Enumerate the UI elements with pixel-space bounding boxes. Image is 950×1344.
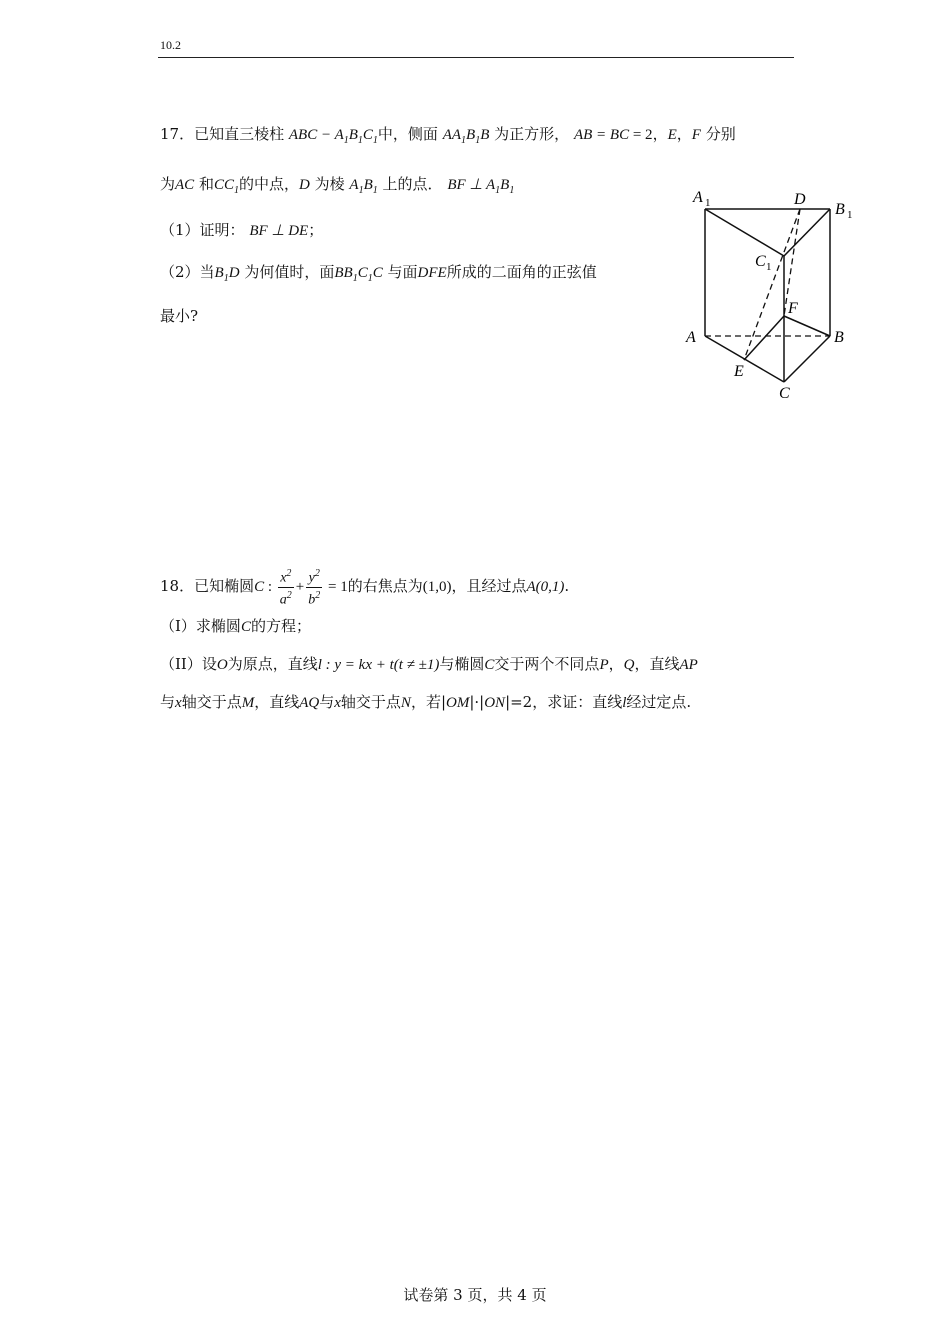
q17-AC: AC [175,177,195,193]
q18-part2-t5: ，直线 [634,655,680,673]
q18-l2-t1: 与 [160,693,176,711]
q18-text1: 已知椭圆 [194,577,255,596]
q18-colon: : [264,579,276,596]
q18-part2-t4: ， [608,655,624,673]
q18-N: N [400,695,411,711]
q17-l2-text6: 上的点． [382,175,443,193]
q18-ellipse-C: C [254,579,265,596]
q18-l2-t4: 与 [319,693,335,711]
q17-part1-expr: BF ⊥ DE [249,223,309,239]
q18-l2-t9: 经过定点. [626,693,692,711]
label-B1-sub: 1 [847,209,853,221]
label-C1: C [755,253,766,270]
page-footer: 试卷第 3 页，共 4 页 [403,1286,547,1304]
q17-E: E [667,127,677,143]
q17-perp-expr: BF ⊥ $A_1B_1$ [447,177,515,196]
q17-text4: ， [652,125,668,143]
q18-l2-t2: 轴交于点 [181,693,242,711]
q17-CC1: $CC_1$ [213,177,239,196]
q17-B1D: $B_1D$ [214,265,240,284]
q17-part2-end: 最小? [160,307,199,325]
header-rule [158,57,794,58]
q17-A1B1: $A_1B_1$ [349,177,378,196]
q17-face-expr: $AA_1B_1B$ [442,127,490,146]
q18-number: 18． [160,577,195,596]
q18-l: l [622,695,627,711]
q18-part2 [160,654,698,675]
q17-part2-text2: 与面 [387,263,418,281]
q18-part1-C: C [240,619,251,635]
q18-l2-t5: 轴交于点 [340,693,401,711]
q18-part2-t3: 交于两个不同点 [494,655,600,673]
q17-D: D [299,177,310,193]
q18-pointA: A(0,1) [526,579,565,596]
q18-focus: (1,0) [422,579,452,596]
header-code: 10.2 [160,38,181,52]
q18-Q: Q [623,657,635,673]
q18-l2-t6: ，若| [410,693,446,711]
q18-l2-t8: |=2，求证：直线 [505,693,623,711]
q17-part2-text4: 所成的二面角的正弦值 [446,263,597,281]
label-C1-sub: 1 [766,261,772,273]
edge-A1C1 [705,209,784,256]
q18-part2-line2 [160,692,691,713]
q18-frac-y: $\frac{y^2}{b^2}$ [308,568,321,608]
q17-text6: ， [676,125,692,143]
label-D: D [794,191,806,208]
q17-l2-text5: 为棱 [309,175,345,193]
q18-part2-t1: 为原点，直线 [227,655,318,673]
q18-plus: + [295,579,305,596]
q18-ON: ON [484,695,506,711]
q17-l2-text3: 的中点， [239,175,300,193]
q18-AQ: AQ [299,695,320,711]
q18-eq-one: = 1 [324,579,348,596]
q18-x-axis2: x [334,695,341,711]
q18-text4: ，且经过点 [451,577,527,596]
q18-AP: AP [679,657,698,673]
label-E: E [734,363,744,380]
q18-line1 [160,566,569,608]
q18-part2-t2: 与椭圆 [439,655,485,673]
q17-text8: 分别 [700,125,736,143]
edge-FB [784,316,830,336]
q17-F: F [691,127,701,143]
label-C: C [779,385,790,402]
q17-line2 [160,174,514,201]
q17-text2: 中，侧面 [377,125,438,143]
q18-text2: 的右焦点为 [347,577,423,596]
q18-l2-t3: ，直线 [254,693,300,711]
q17-part1 [160,220,323,241]
edge-BC [784,336,830,382]
q17-part2 [160,262,597,289]
label-B: B [834,329,844,346]
q17-part1-label: （1）证明： [160,221,245,239]
label-F: F [788,300,798,317]
q18-x-axis: x [175,695,182,711]
label-A: A [686,329,696,346]
q18-frac-x: $\frac{x^2}{a^2}$ [279,568,292,608]
q17-text3: 为正方形， [494,125,570,143]
q17-number: 17． [160,125,195,143]
q17-part2-label: （2）当 [160,263,215,281]
edge-EF [744,316,784,360]
q17-l2-text2: 和 [198,175,214,193]
q18-part1 [160,616,311,637]
q18-part2-label: （II）设 [160,655,217,673]
label-A1-sub: 1 [705,197,711,209]
q17-equal-value: = 2 [629,127,653,143]
q18-O: O [216,657,228,673]
q18-line-expr: l : y = kx + t(t ≠ ±1) [317,657,440,673]
edge-DE-hidden [744,209,800,360]
q18-part2-C: C [484,657,495,673]
q18-part1-label: （I）求椭圆 [160,617,241,635]
q18-text6: . [564,577,570,596]
q18-OM: OM [446,695,470,711]
q18-part1-end: 的方程； [250,617,311,635]
label-B1: B [835,201,845,218]
q17-line1 [160,124,736,151]
q17-text1: 已知直三棱柱 [194,125,285,143]
q17-DFE: DFE [417,265,447,281]
q17-l2-text1: 为 [160,175,176,193]
q18-M: M [241,695,255,711]
q17-part1-end: ； [308,221,324,239]
q18-l2-t7: |·| [469,693,485,711]
prism-figure [680,180,870,405]
q17-BB1C1C: $BB_1C_1C$ [334,265,383,284]
q17-part2-text1: 为何值时，面 [244,263,335,281]
q17-equal-expr: AB = BC [573,127,630,143]
q17-prism-expr: ABC − $A_1B_1C_1$ [288,127,378,146]
q18-P: P [599,657,609,673]
label-A1: A [693,189,703,206]
